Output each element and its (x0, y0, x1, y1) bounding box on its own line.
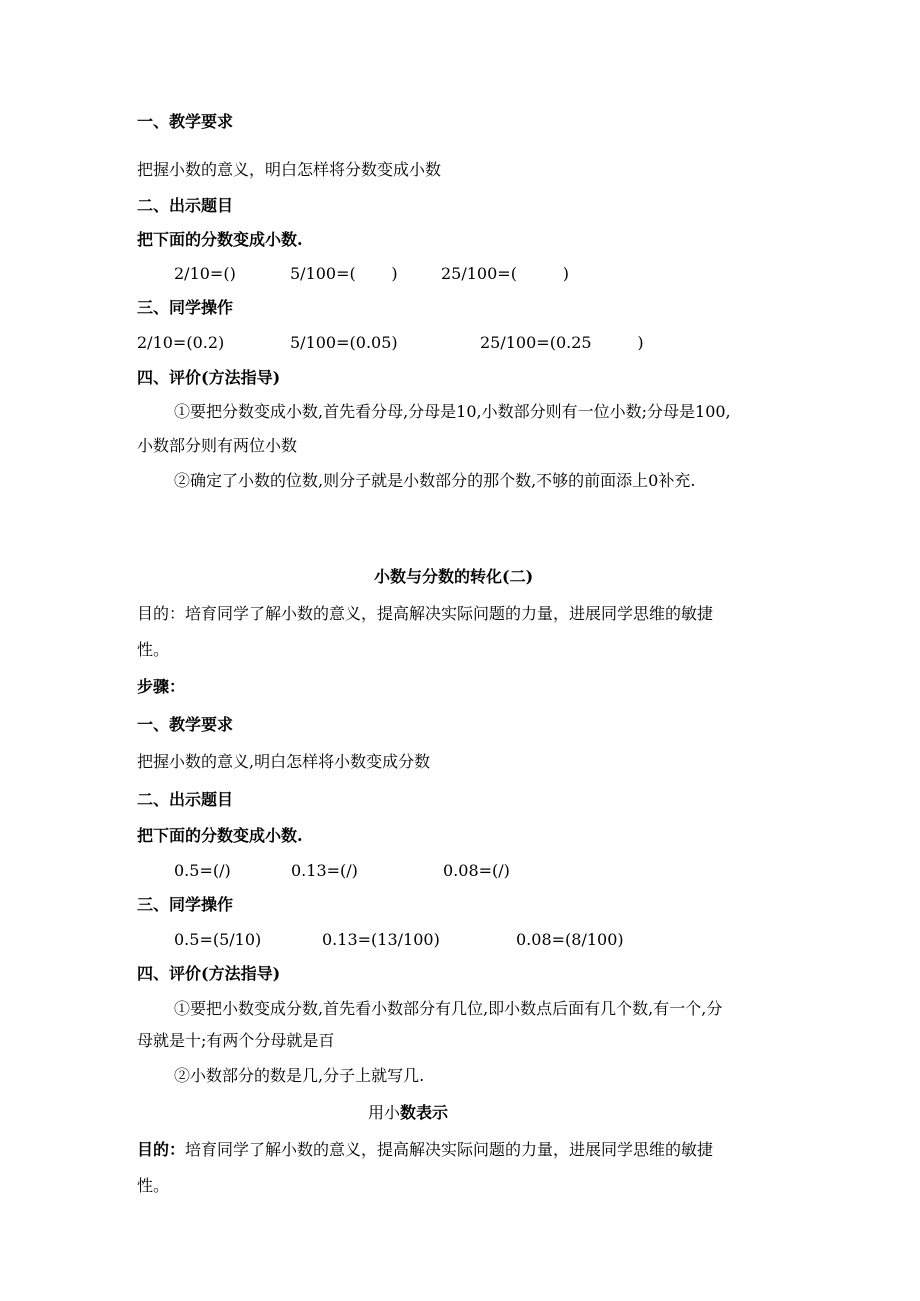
section3-goal-label: 目的： (137, 1140, 186, 1159)
section2-question-1: 0.5=(/) (174, 861, 231, 880)
section1-question-1: 2/10=() (174, 264, 236, 283)
section2-heading-evaluation: 四、评价(方法指导) (137, 964, 281, 983)
section3-goal-text: 培育同学了解小数的意义，提高解决实际问题的力量，进展同学思维的敏捷 (185, 1140, 714, 1159)
section1-heading-evaluation: 四、评价(方法指导) (137, 368, 281, 387)
section2-title: 小数与分数的转化(二) (374, 567, 534, 586)
section2-steps-label: 步骤： (137, 677, 186, 696)
section1-eval-1-line1: ①要把分数变成小数,首先看分母,分母是10,小数部分则有一位小数;分母是100, (174, 402, 731, 421)
section3-title-bold: 数表示 (400, 1103, 449, 1122)
section1-question-3: 25/100=( ) (441, 264, 569, 283)
section2-question-3: 0.08=(/) (443, 861, 510, 880)
section3-title (368, 1103, 448, 1123)
section1-task: 把下面的分数变成小数. (137, 230, 303, 249)
section2-question-2: 0.13=(/) (291, 861, 358, 880)
section2-eval-1-line1: ①要把小数变成分数,首先看小数部分有几位,即小数点后面有几个数,有一个,分 (174, 999, 723, 1018)
section1-answer-1: 2/10=(0.2) (137, 333, 225, 352)
section2-heading-show: 二、出示题目 (137, 790, 234, 809)
section2-eval-2: ②小数部分的数是几,分子上就写几. (174, 1066, 425, 1085)
section1-answer-3: 25/100=(0.25 ) (480, 333, 644, 352)
section3-title-plain: 用小 (368, 1103, 401, 1122)
section2-goal-line1: 目的：培育同学了解小数的意义，提高解决实际问题的力量，进展同学思维的敏捷 (137, 604, 714, 623)
section2-goal-line2: 性。 (137, 640, 170, 659)
section1-heading-operation: 三、同学操作 (137, 298, 234, 317)
section3-goal-line2: 性。 (137, 1176, 170, 1195)
section2-task: 把下面的分数变成小数. (137, 826, 303, 845)
section2-heading-requirements: 一、教学要求 (137, 715, 234, 734)
section1-eval-1-line2: 小数部分则有两位小数 (137, 436, 298, 455)
section1-requirements-text: 把握小数的意义，明白怎样将分数变成小数 (137, 160, 442, 179)
section2-answer-1: 0.5=(5/10) (174, 930, 262, 949)
section1-question-2: 5/100=( ) (290, 264, 398, 283)
section1-heading-show: 二、出示题目 (137, 196, 234, 215)
section2-answer-2: 0.13=(13/100) (322, 930, 440, 949)
section1-heading-requirements: 一、教学要求 (137, 112, 234, 131)
section2-answer-3: 0.08=(8/100) (516, 930, 624, 949)
section3-goal-line1 (137, 1140, 713, 1160)
section2-requirements-text: 把握小数的意义,明白怎样将小数变成分数 (137, 752, 431, 771)
section1-eval-2: ②确定了小数的位数,则分子就是小数部分的那个数,不够的前面添上0补充. (174, 471, 696, 490)
section2-eval-1-line2: 母就是十;有两个分母就是百 (137, 1031, 335, 1050)
section2-heading-operation: 三、同学操作 (137, 895, 234, 914)
section1-answer-2: 5/100=(0.05) (290, 333, 398, 352)
